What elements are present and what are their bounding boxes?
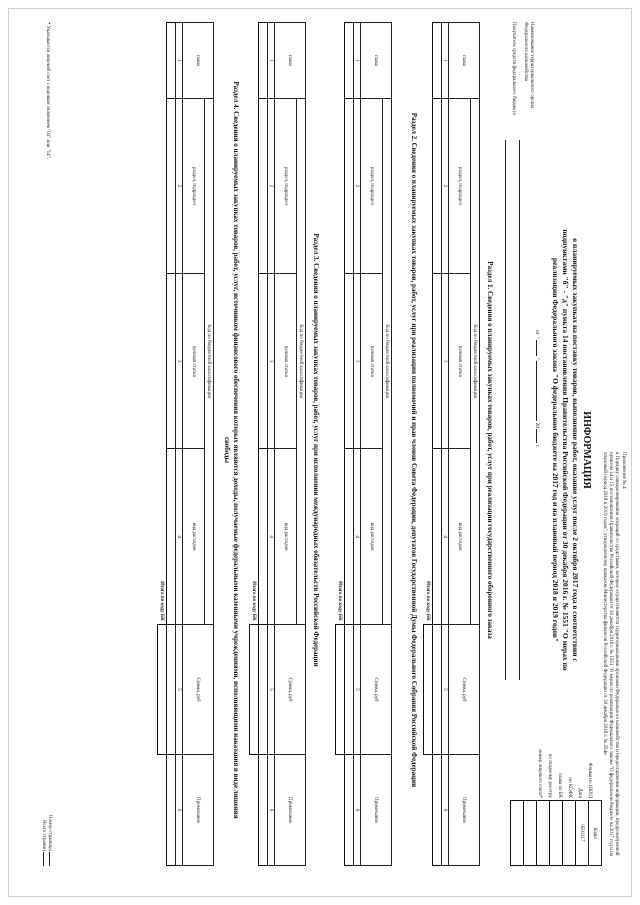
data-cell[interactable]: [259, 755, 268, 866]
num-5: 5: [176, 624, 183, 755]
title-main: ИНФОРМАЦИЯ: [581, 411, 592, 489]
col-chapter: глава: [183, 23, 214, 99]
data-cell[interactable]: [167, 449, 176, 624]
col-note: Примечание: [275, 755, 306, 866]
data-cell[interactable]: [345, 23, 354, 99]
col-budget-code: Код по бюджетной классификации: [383, 98, 392, 624]
section-1-table: [423, 22, 480, 866]
num-2: 2: [442, 98, 449, 273]
account-label: номер лицевого счета*: [537, 749, 542, 798]
section-2-table: [335, 22, 392, 866]
num-6: 6: [176, 755, 183, 866]
date-suffix: г.: [534, 444, 540, 448]
account-value[interactable]: [511, 801, 524, 866]
col-expense: вид расходов: [449, 449, 471, 624]
data-cell[interactable]: [259, 624, 268, 755]
recipient-field-line: [505, 140, 506, 680]
col-budget-code: Код по бюджетной классификации: [471, 98, 480, 624]
num-3: 3: [442, 274, 449, 449]
total-pages-label: Всего страниц: [41, 820, 46, 851]
title-line3: реализации Федерального закона "О федеральном бюджете на 2017 год и на плановый период 2018 и 2019 годов": [551, 257, 560, 643]
date-label: Дата: [577, 788, 582, 798]
num-5: 5: [354, 624, 361, 755]
col-expense: вид расходов: [183, 449, 205, 624]
title-line1: о планируемых закупках на поставку товаров, выполнение работ, оказание услуг после 2 октября 2017 года в соответствии с: [571, 238, 580, 662]
num-2: 2: [176, 98, 183, 273]
num-2: 2: [354, 98, 361, 273]
date-mid: ": [534, 357, 540, 360]
data-cell[interactable]: [433, 23, 442, 99]
registry-label: по сводному реестру: [547, 753, 552, 798]
codes-labels: [532, 690, 602, 798]
col-sum: Сумма, руб: [449, 624, 480, 755]
appendix-number: Приложение № 4: [621, 452, 626, 489]
num-5: 5: [268, 624, 275, 755]
okpo-label: по КОФК: [567, 777, 572, 798]
data-cell[interactable]: [345, 624, 354, 755]
total-label: Итого по коду БК: [159, 581, 165, 621]
num-4: 4: [442, 449, 449, 624]
num-2: 2: [268, 98, 275, 273]
data-cell[interactable]: [345, 274, 354, 449]
data-cell[interactable]: [433, 449, 442, 624]
num-1: 1: [354, 23, 361, 99]
recipient-field-label: Получатель средств федерального бюджета: [511, 22, 516, 115]
num-6: 6: [268, 755, 275, 866]
bk-value[interactable]: [537, 801, 550, 866]
num-6: 6: [354, 755, 361, 866]
okpo-value[interactable]: [550, 801, 563, 866]
total-cell[interactable]: [250, 624, 259, 755]
data-cell[interactable]: [259, 274, 268, 449]
data-cell[interactable]: [167, 274, 176, 449]
data-cell[interactable]: [259, 98, 268, 273]
section-3-table: [249, 22, 306, 866]
data-cell[interactable]: [433, 755, 442, 866]
num-3: 3: [176, 274, 183, 449]
col-target: целевая статья: [361, 274, 383, 449]
date-value[interactable]: [563, 801, 576, 866]
codes-header: Коды: [589, 801, 602, 866]
col-chapter: глава: [275, 23, 306, 99]
data-cell[interactable]: [167, 23, 176, 99]
footnote: * Указывается лицевой счет с кодовым значением "03" или "14".: [45, 22, 50, 159]
col-budget-code: Код по бюджетной классификации: [297, 98, 306, 624]
data-cell[interactable]: [345, 98, 354, 273]
date-year-prefix: 20: [534, 422, 540, 428]
col-section: раздел, подраздел: [275, 98, 297, 273]
title-line2: подпунктами "б" - "д" пункта 14 постановления Правительства Российской Федерации от 30 декабря 2016 г. № 1551 "О мерах по: [561, 229, 570, 671]
total-label: Итого по коду БК: [337, 581, 343, 621]
col-expense: вид расходов: [275, 449, 297, 624]
num-1: 1: [268, 23, 275, 99]
date-line: [533, 330, 540, 610]
total-label: Итого по коду БК: [251, 581, 257, 621]
col-note: Примечание: [183, 755, 214, 866]
total-cell[interactable]: [424, 624, 433, 755]
num-6: 6: [442, 755, 449, 866]
data-cell[interactable]: [167, 624, 176, 755]
col-section: раздел, подраздел: [449, 98, 471, 273]
col-sum: Сумма, руб: [183, 624, 214, 755]
col-chapter: глава: [361, 23, 392, 99]
org-field-line: [519, 140, 520, 680]
num-4: 4: [354, 449, 361, 624]
col-target: целевая статья: [449, 274, 471, 449]
data-cell[interactable]: [433, 624, 442, 755]
num-1: 1: [442, 23, 449, 99]
num-4: 4: [268, 449, 275, 624]
section-1-title: Раздел 1. Сведения о планируемых закупках товаров, работ, услуг при реализации государственного оборонного заказа: [486, 261, 494, 639]
page-info: [40, 770, 52, 866]
page-number-label: Номер страницы: [47, 815, 52, 851]
col-note: Примечание: [361, 755, 392, 866]
appendix-block: [601, 452, 626, 872]
data-cell[interactable]: [433, 98, 442, 273]
data-cell[interactable]: [345, 449, 354, 624]
document-title: [550, 160, 592, 740]
section-4-table: [157, 22, 214, 866]
col-section: раздел, подраздел: [183, 98, 205, 273]
appendix-text: к Порядку санкционирования операций со средствами, которые осуществляются территориальными органами Федерального казначейства и предоставлении информации, предусмотренной пунктом 14 и 15 постановления Правительства Российской Федерации от 30 декабря 2016 г. № 1551 "О мерах по реализации Федерального закона "О федеральном бюджете на 2017 год и на плановый период 2018 и 2019 годов", утвержденному приказом Министерства финансов Российской Федерации от 30 декабря 2016 г. № 254н: [602, 452, 619, 857]
registry-value[interactable]: [524, 801, 537, 866]
col-sum: Сумма, руб: [275, 624, 306, 755]
data-cell[interactable]: [167, 755, 176, 866]
total-cell[interactable]: [336, 624, 345, 755]
total-label: Итого по коду БК: [425, 581, 431, 621]
section-2-title: Раздел 2. Сведения о планируемых закупках товаров, работ, услуг при реализации полномочий и прав членов Совета Федерации, депутатов Государственной Думы Федерального Собрания Российской Федерации: [410, 112, 418, 788]
col-chapter: глава: [449, 23, 480, 99]
col-sum: Сумма, руб: [361, 624, 392, 755]
num-1: 1: [176, 23, 183, 99]
num-4: 4: [176, 449, 183, 624]
col-expense: вид расходов: [361, 449, 383, 624]
data-cell[interactable]: [433, 274, 442, 449]
okud-value: 0501117: [576, 801, 589, 866]
data-cell[interactable]: [345, 755, 354, 866]
org-field-label: Наименование территориального органа Федерального казначейства: [523, 22, 534, 109]
codes-box: [510, 800, 602, 866]
okud-label: Форма по ОКУД: [587, 762, 592, 798]
data-cell[interactable]: [259, 449, 268, 624]
col-note: Примечание: [449, 755, 480, 866]
total-cell[interactable]: [158, 624, 167, 755]
section-4-title: Раздел 4. Сведения о планируемых закупках товаров, работ, услуг, источником финансового обеспечения которых являются доходы, получаемые федеральными казенными учреждениями, исполняющими наказания в виде лишения свободы: [223, 81, 240, 819]
data-cell[interactable]: [167, 98, 176, 273]
col-budget-code: Код по бюджетной классификации: [205, 98, 214, 624]
date-prefix: от ": [534, 330, 540, 339]
col-target: целевая статья: [183, 274, 205, 449]
col-section: раздел, подраздел: [361, 98, 383, 273]
bk-label: глава по БК: [557, 773, 562, 798]
section-3-title: Раздел 3. Сведения о планируемых закупках товаров, работ, услуг при исполнении международных обязательств Российской Федерации: [312, 233, 320, 667]
num-3: 3: [268, 274, 275, 449]
col-target: целевая статья: [275, 274, 297, 449]
data-cell[interactable]: [259, 23, 268, 99]
num-3: 3: [354, 274, 361, 449]
num-5: 5: [442, 624, 449, 755]
